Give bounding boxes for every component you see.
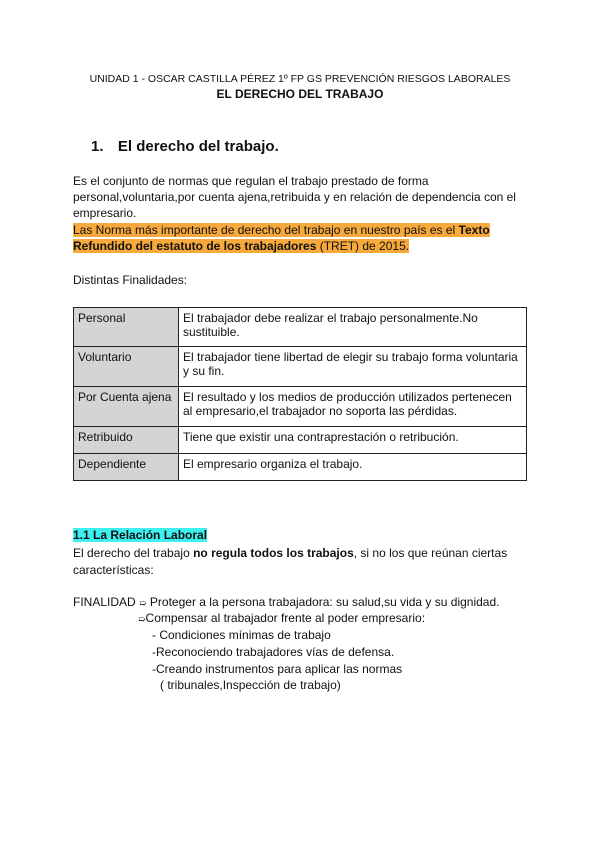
arrow-icon: ➯ — [139, 598, 147, 608]
relacion-text-b: , si no los que reúnan ciertas — [353, 546, 508, 560]
relacion-bold-text: no regula todos los trabajos — [193, 546, 354, 560]
finalidad-sub-3: -Creando instrumentos para aplicar las normas — [152, 662, 403, 676]
section-number: 1. — [91, 138, 104, 155]
term-cell: Retribuido — [74, 427, 179, 454]
description-cell: Tiene que existir una contraprestación o retribución. — [179, 427, 527, 454]
highlight-bold-text: Refundido del estatuto de los trabajadores — [73, 239, 317, 253]
finalidad-line-2 — [138, 611, 425, 625]
term-cell: Dependiente — [74, 454, 179, 481]
finalidad-sub-2: -Reconociendo trabajadores vías de defensa. — [152, 645, 395, 659]
highlight-text: Las Norma más importante de derecho del trabajo en nuestro país es el — [73, 223, 459, 237]
relacion-line-1 — [73, 545, 507, 561]
finalidad-item-1: Proteger a la persona trabajadora: su salud,su vida y su dignidad. — [149, 595, 500, 609]
finalidad-sub-4: ( tribunales,Inspección de trabajo) — [160, 678, 341, 692]
section-heading — [91, 138, 279, 155]
document-title: EL DERECHO DEL TRABAJO — [216, 87, 384, 101]
arrow-icon: ➯ — [138, 614, 146, 624]
table-row — [74, 308, 527, 347]
highlight-text: (TRET) de 2015. — [316, 239, 410, 253]
relacion-text-a: El derecho del trabajo — [73, 546, 194, 560]
finalidad-sub-1: - Condiciones mínimas de trabajo — [152, 628, 331, 642]
section-title: El derecho del trabajo. — [117, 138, 279, 155]
finalidad-line-1 — [73, 595, 499, 609]
definition-line-3: empresario. — [73, 206, 137, 220]
table-row — [74, 387, 527, 427]
highlight-line-2 — [73, 238, 409, 254]
relacion-line-2: características: — [73, 563, 154, 577]
highlight-bold-text: Texto — [458, 223, 490, 237]
subsection-title — [73, 527, 207, 543]
description-cell: El trabajador tiene libertad de elegir su trabajo forma voluntaria y su fin. — [179, 347, 527, 387]
table-row — [74, 427, 527, 454]
header-line: UNIDAD 1 - OSCAR CASTILLA PÉREZ 1º FP GS PREVENCIÓN RIESGOS LABORALES — [89, 73, 511, 85]
highlight-line-1 — [73, 222, 490, 238]
definition-line-2: personal,voluntaria,por cuenta ajena,retribuida y en relación de dependencia con el — [73, 190, 516, 204]
term-cell: Voluntario — [74, 347, 179, 387]
description-cell: El empresario organiza el trabajo. — [179, 454, 527, 481]
description-cell: El resultado y los medios de producción utilizados pertenecen al empresario,el trabajador no soporta las pérdidas. — [179, 387, 527, 427]
subsection-title-text: 1.1 La Relación Laboral — [73, 528, 208, 542]
finalidad-item-2: Compensar al trabajador frente al poder empresario: — [145, 611, 426, 625]
table-row — [74, 347, 527, 387]
finalidad-label: FINALIDAD — [73, 595, 136, 609]
finalidades-label: Distintas Finalidades: — [73, 273, 188, 287]
description-cell: El trabajador debe realizar el trabajo personalmente.No sustituible. — [179, 308, 527, 347]
term-cell: Por Cuenta ajena — [74, 387, 179, 427]
table-row — [74, 454, 527, 481]
term-cell: Personal — [74, 308, 179, 347]
definition-line-1: Es el conjunto de normas que regulan el trabajo prestado de forma — [73, 174, 429, 188]
finalidades-table — [73, 307, 527, 481]
